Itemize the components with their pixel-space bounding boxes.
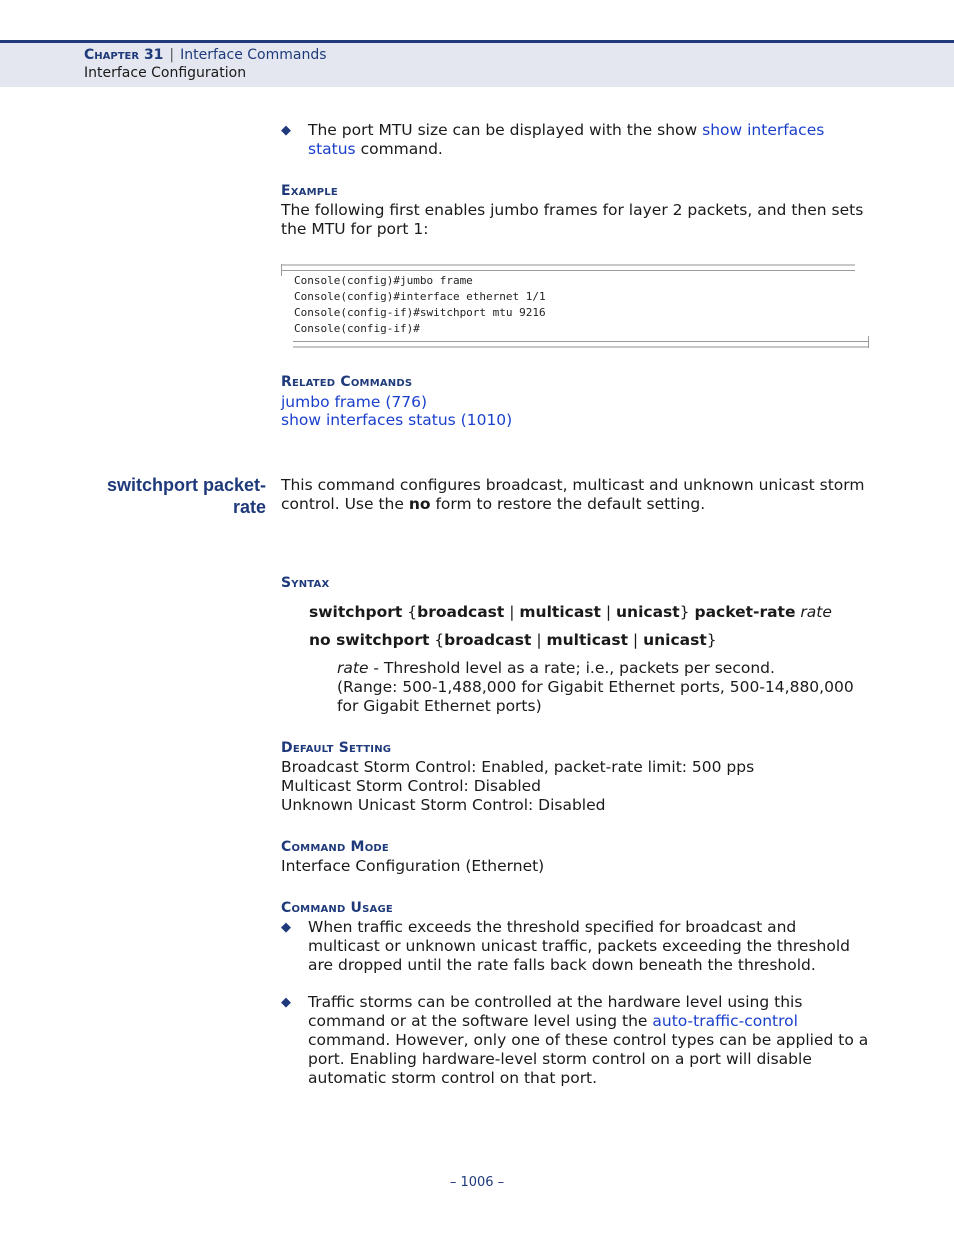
syntax-option: unicast [616,603,680,621]
chapter-line [84,46,327,65]
diamond-bullet-icon: ◆ [281,123,291,138]
default-setting-heading: Default Setting [281,740,392,756]
desc-text: This command configures broadcast, multicast and unknown unicast storm control. Use the [281,476,865,513]
syntax-brace: } [679,603,695,621]
default-line: Broadcast Storm Control: Enabled, packet-rate limit: 500 pps [281,758,755,776]
example-text: The following first enables jumbo frames for layer 2 packets, and then sets the MTU for port 1: [281,201,864,238]
param-desc: - Threshold level as a rate; i.e., packets per second. [368,659,775,677]
code-right-rule [868,336,869,348]
command-usage-heading: Command Usage [281,900,393,916]
param-range: (Range: 500-1,488,000 for Gigabit Ethernet ports, 500-14,880,000 for Gigabit Ethernet ports) [337,678,854,715]
syntax-brace: { [402,603,418,621]
desc-text-end: form to restore the default setting. [430,495,706,513]
command-title-line2: rate [232,497,266,517]
command-description [281,476,871,514]
syntax-bar: | [531,631,547,649]
usage-bullet-2 [281,993,871,1088]
syntax-option: multicast [546,631,628,649]
diamond-bullet-icon: ◆ [281,995,291,1010]
syntax-option: unicast [643,631,707,649]
code-line: Console(config-if)#switchport mtu 9216 [294,306,546,319]
chapter-label: Chapter 31 [84,47,164,63]
command-title [60,474,266,518]
diamond-bullet-icon: ◆ [281,920,291,935]
syntax-keyword: packet-rate [694,603,796,621]
usage-bullet-2-text [308,993,871,1088]
code-top-rule [281,264,855,271]
param-name: rate [337,659,369,677]
section-title: Interface Configuration [84,65,247,81]
command-mode-text: Interface Configuration (Ethernet) [281,857,545,875]
bullet-text: The port MTU size can be displayed with the show [308,121,703,139]
syntax-keyword: no switchport [309,631,430,649]
related-commands-heading: Related Commands [281,374,413,390]
show-interfaces-status-link[interactable]: show interfaces status [308,121,825,158]
mtu-bullet [281,121,871,159]
default-line: Unknown Unicast Storm Control: Disabled [281,796,606,814]
syntax-brace: { [429,631,445,649]
code-line: Console(config-if)# [294,322,420,335]
command-title-line1: switchport packet- [106,475,266,495]
page-header [0,40,954,87]
auto-traffic-control-link[interactable]: auto-traffic-control [652,1012,798,1030]
chapter-title: Interface Commands [180,47,327,63]
page-number: – 1006 – [449,1175,505,1190]
syntax-param: rate [795,603,832,621]
syntax-heading: Syntax [281,575,330,591]
jumbo-frame-link[interactable]: jumbo frame (776) [281,393,428,411]
syntax-option: broadcast [417,603,505,621]
usage-bullet-1-text: When traffic exceeds the threshold specified for broadcast and multicast or unknown unicast traffic, packets exceeding the threshold are dropped until the rate falls back down beneath the threshold. [308,918,850,974]
default-line: Multicast Storm Control: Disabled [281,777,542,795]
syntax-option: multicast [519,603,601,621]
command-mode-heading: Command Mode [281,839,389,855]
code-line: Console(config)#jumbo frame [294,274,473,287]
default-setting-list [281,758,881,815]
syntax-bar: | [504,603,520,621]
syntax-brace: } [706,631,717,649]
code-bottom-rule [293,341,869,348]
code-block [281,264,869,348]
mtu-bullet-text [308,121,871,159]
bullet-text-end: command. [355,140,443,158]
syntax-bar: | [600,603,616,621]
bullet-text: Traffic storms can be controlled at the hardware level using this command or at the software level using the [308,993,803,1030]
syntax-line-1 [309,603,832,622]
example-heading: Example [281,183,338,199]
show-interfaces-status-link[interactable]: show interfaces status (1010) [281,411,513,429]
header-separator: | [169,47,175,63]
code-content [294,273,546,337]
code-line: Console(config)#interface ethernet 1/1 [294,290,546,303]
syntax-option: broadcast [444,631,532,649]
related-links [281,393,881,430]
code-left-rule [281,264,282,276]
syntax-line-2 [309,631,717,650]
usage-bullet-1 [281,918,871,975]
bullet-text-end: command. However, only one of these control types can be applied to a port. Enabling hardware-level storm control on a port will disable automatic storm control on that port. [308,1031,869,1087]
syntax-bar: | [628,631,644,649]
syntax-keyword: switchport [309,603,403,621]
syntax-param-description [337,659,877,716]
desc-no-keyword: no [408,495,431,513]
